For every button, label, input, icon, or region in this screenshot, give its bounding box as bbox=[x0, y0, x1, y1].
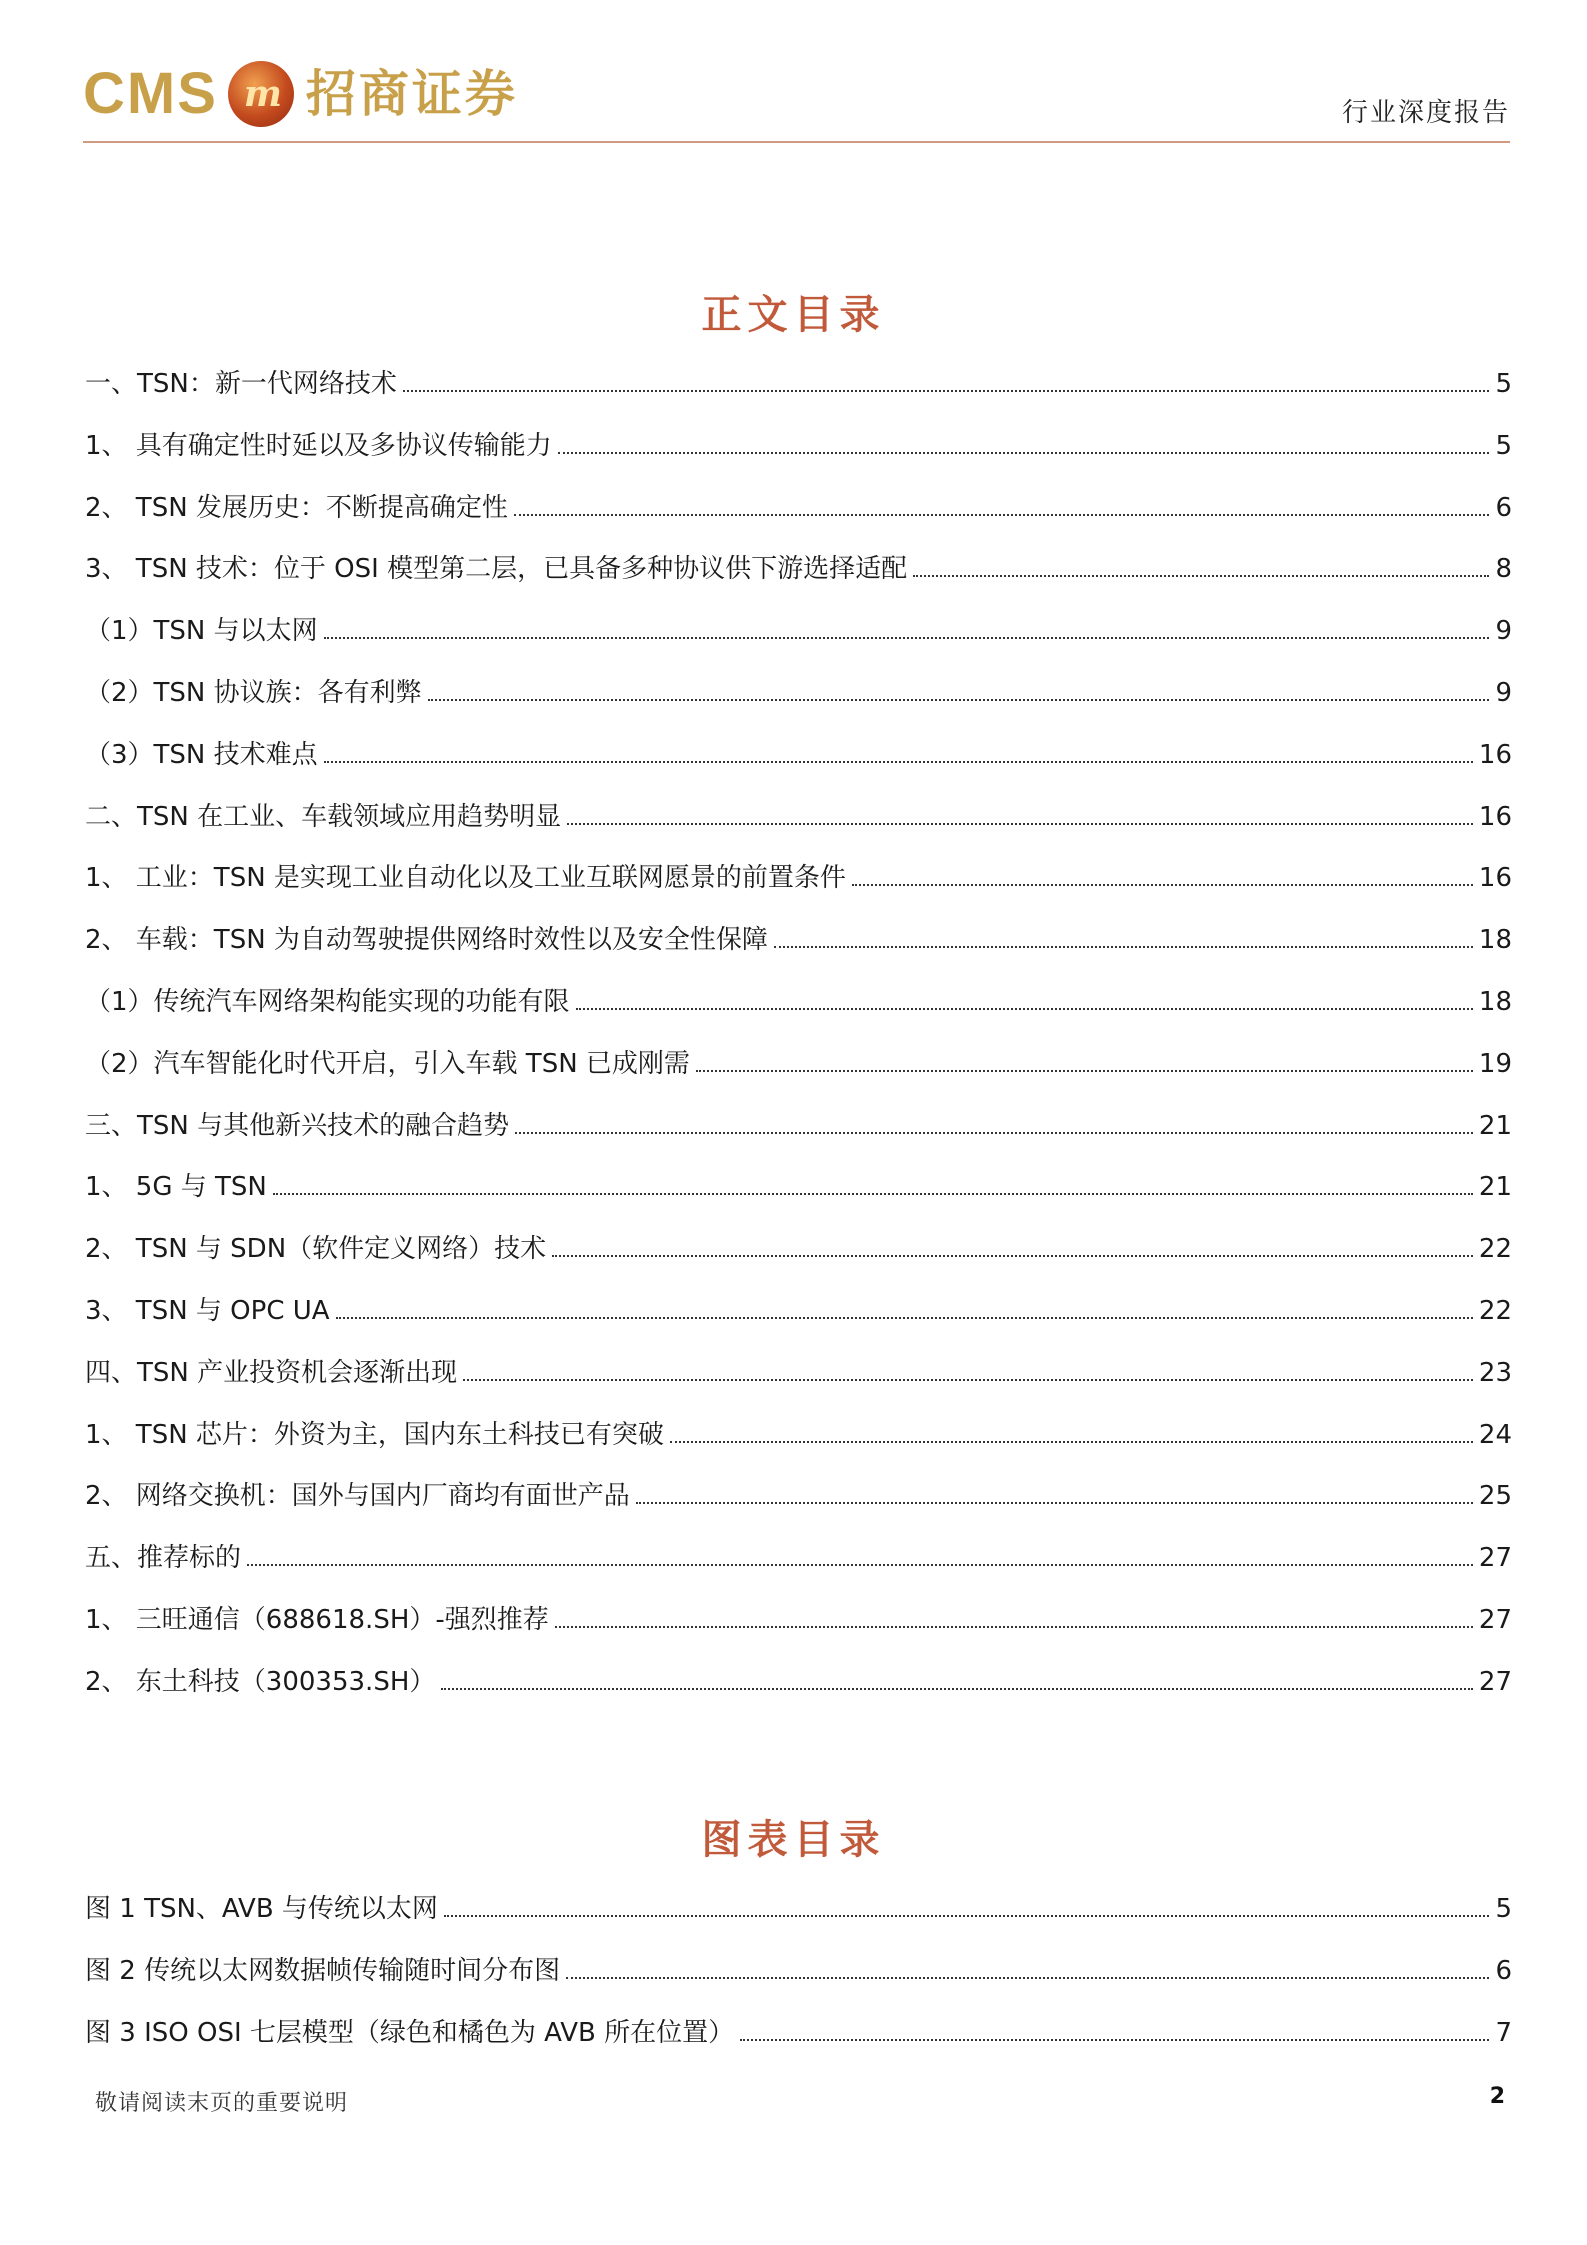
toc-entry-page: 19 bbox=[1478, 1048, 1512, 1079]
toc-entry[interactable] bbox=[85, 800, 1512, 862]
toc-entry[interactable] bbox=[85, 861, 1512, 923]
toc-entry-page: 27 bbox=[1478, 1666, 1512, 1697]
toc-list bbox=[85, 367, 1512, 1727]
dot-leader bbox=[566, 1977, 1489, 1979]
toc-entry[interactable] bbox=[85, 676, 1512, 738]
dot-leader bbox=[670, 1441, 1473, 1443]
dot-leader bbox=[514, 514, 1490, 516]
toc-entry[interactable] bbox=[85, 1603, 1512, 1665]
toc-entry-title: 1、 TSN 芯片：外资为主，国内东土科技已有突破 bbox=[85, 1419, 664, 1450]
logo-wordmark: CMS bbox=[83, 61, 218, 126]
toc-entry[interactable] bbox=[85, 1954, 1512, 2016]
toc-entry-page: 6 bbox=[1495, 492, 1512, 523]
toc-entry[interactable] bbox=[85, 985, 1512, 1047]
toc-entry-title: 五、推荐标的 bbox=[85, 1543, 242, 1574]
dot-leader bbox=[552, 1255, 1473, 1257]
brand-logo bbox=[83, 52, 518, 136]
figures-toc-title: 图表目录 bbox=[701, 1816, 886, 1863]
dot-leader bbox=[273, 1193, 1473, 1195]
toc-title: 正文目录 bbox=[701, 291, 886, 338]
toc-entry[interactable] bbox=[85, 1418, 1512, 1480]
dot-leader bbox=[558, 452, 1490, 454]
toc-entry[interactable] bbox=[85, 614, 1512, 676]
toc-entry-title: 3、 TSN 与 OPC UA bbox=[85, 1295, 330, 1326]
toc-entry[interactable] bbox=[85, 1665, 1512, 1727]
toc-entry-title: 1、 5G 与 TSN bbox=[85, 1172, 267, 1203]
dot-leader bbox=[441, 1688, 1473, 1690]
toc-entry-page: 23 bbox=[1478, 1357, 1512, 1388]
toc-entry-page: 18 bbox=[1478, 986, 1512, 1017]
dot-leader bbox=[324, 761, 1473, 763]
toc-entry-title: （1）传统汽车网络架构能实现的功能有限 bbox=[85, 986, 570, 1017]
toc-entry-page: 21 bbox=[1478, 1172, 1512, 1203]
toc-entry-page: 22 bbox=[1478, 1295, 1512, 1326]
dot-leader bbox=[515, 1132, 1473, 1134]
toc-entry[interactable] bbox=[85, 1356, 1512, 1418]
toc-entry-page: 27 bbox=[1478, 1604, 1512, 1635]
toc-entry-page: 5 bbox=[1495, 430, 1512, 461]
toc-entry-page: 9 bbox=[1495, 677, 1512, 708]
dot-leader bbox=[913, 575, 1489, 577]
toc-entry-page: 16 bbox=[1478, 863, 1512, 894]
toc-entry[interactable] bbox=[85, 491, 1512, 553]
toc-entry-title: 3、 TSN 技术：位于 OSI 模型第二层，已具备多种协议供下游选择适配 bbox=[85, 554, 908, 585]
toc-entry-title: 2、 TSN 发展历史：不断提高确定性 bbox=[85, 492, 508, 523]
toc-entry[interactable] bbox=[85, 1232, 1512, 1294]
toc-entry-title: 1、 具有确定性时延以及多协议传输能力 bbox=[85, 430, 552, 461]
dot-leader bbox=[636, 1502, 1473, 1504]
toc-entry[interactable] bbox=[85, 1479, 1512, 1541]
dot-leader bbox=[576, 1008, 1473, 1010]
toc-entry-title: 1、 工业：TSN 是实现工业自动化以及工业互联网愿景的前置条件 bbox=[85, 863, 846, 894]
toc-entry-page: 18 bbox=[1478, 925, 1512, 956]
toc-entry[interactable] bbox=[85, 923, 1512, 985]
toc-entry[interactable] bbox=[85, 1047, 1512, 1109]
toc-entry[interactable] bbox=[85, 552, 1512, 614]
dot-leader bbox=[444, 1915, 1490, 1917]
toc-entry[interactable] bbox=[85, 1109, 1512, 1171]
toc-entry[interactable] bbox=[85, 2016, 1512, 2078]
toc-entry-title: 二、TSN 在工业、车载领域应用趋势明显 bbox=[85, 801, 562, 832]
toc-entry-title: 三、TSN 与其他新兴技术的融合趋势 bbox=[85, 1110, 510, 1141]
toc-entry-page: 5 bbox=[1495, 1894, 1512, 1924]
toc-entry-title: 1、 三旺通信（688618.SH）-强烈推荐 bbox=[85, 1604, 549, 1635]
dot-leader bbox=[324, 637, 1490, 639]
toc-entry-title: （1）TSN 与以太网 bbox=[85, 616, 318, 647]
toc-entry-title: （2）汽车智能化时代开启，引入车载 TSN 已成刚需 bbox=[85, 1048, 690, 1079]
dot-leader bbox=[852, 884, 1473, 886]
toc-entry-page: 21 bbox=[1478, 1110, 1512, 1141]
toc-entry[interactable] bbox=[85, 1170, 1512, 1232]
toc-entry[interactable] bbox=[85, 1892, 1512, 1954]
toc-entry[interactable] bbox=[85, 367, 1512, 429]
dot-leader bbox=[247, 1564, 1473, 1566]
dot-leader bbox=[740, 2039, 1489, 2041]
toc-entry-title: 2、 东土科技（300353.SH） bbox=[85, 1666, 436, 1697]
toc-entry-title: 四、TSN 产业投资机会逐渐出现 bbox=[85, 1357, 458, 1388]
dot-leader bbox=[463, 1379, 1473, 1381]
footer-note: 敬请阅读末页的重要说明 bbox=[95, 2091, 349, 2116]
toc-entry-page: 5 bbox=[1495, 369, 1512, 399]
header-divider bbox=[83, 141, 1510, 143]
toc-entry[interactable] bbox=[85, 1294, 1512, 1356]
logo-chinese-name: 招商证券 bbox=[305, 64, 518, 123]
dot-leader bbox=[774, 946, 1473, 948]
dot-leader bbox=[403, 390, 1490, 392]
toc-entry-title: 2、 网络交换机：国外与国内厂商均有面世产品 bbox=[85, 1481, 630, 1512]
page-number: 2 bbox=[1489, 2084, 1505, 2109]
toc-entry-title: （2）TSN 协议族：各有利弊 bbox=[85, 677, 422, 708]
dot-leader bbox=[696, 1070, 1473, 1072]
toc-entry-page: 16 bbox=[1478, 739, 1512, 770]
toc-entry-page: 25 bbox=[1478, 1481, 1512, 1512]
dot-leader bbox=[336, 1317, 1473, 1319]
toc-entry-title: 一、TSN：新一代网络技术 bbox=[85, 369, 397, 399]
toc-entry[interactable] bbox=[85, 1541, 1512, 1603]
dot-leader bbox=[428, 699, 1490, 701]
toc-entry-page: 24 bbox=[1478, 1419, 1512, 1450]
toc-entry-title: 2、 TSN 与 SDN（软件定义网络）技术 bbox=[85, 1234, 547, 1265]
toc-entry-title: （3）TSN 技术难点 bbox=[85, 739, 318, 770]
toc-entry-page: 6 bbox=[1495, 1955, 1512, 1986]
page-header bbox=[83, 52, 1510, 144]
toc-entry[interactable] bbox=[85, 429, 1512, 491]
toc-entry-title: 图 2 传统以太网数据帧传输随时间分布图 bbox=[85, 1955, 561, 1986]
dot-leader bbox=[567, 823, 1473, 825]
dot-leader bbox=[555, 1626, 1473, 1628]
toc-entry-title: 2、 车载：TSN 为自动驾驶提供网络时效性以及安全性保障 bbox=[85, 925, 768, 956]
toc-entry[interactable] bbox=[85, 738, 1512, 800]
toc-entry-page: 22 bbox=[1478, 1234, 1512, 1265]
toc-entry-page: 7 bbox=[1495, 2017, 1512, 2048]
figures-toc-list bbox=[85, 1892, 1512, 2077]
toc-entry-page: 27 bbox=[1478, 1543, 1512, 1574]
toc-entry-page: 16 bbox=[1478, 801, 1512, 832]
toc-entry-title: 图 3 ISO OSI 七层模型（绿色和橘色为 AVB 所在位置） bbox=[85, 2017, 735, 2048]
report-type: 行业深度报告 bbox=[1341, 98, 1510, 128]
toc-entry-page: 9 bbox=[1495, 616, 1512, 647]
toc-entry-title: 图 1 TSN、AVB 与传统以太网 bbox=[85, 1894, 438, 1924]
logo-emblem-icon: m bbox=[228, 61, 294, 127]
toc-entry-page: 8 bbox=[1495, 554, 1512, 585]
